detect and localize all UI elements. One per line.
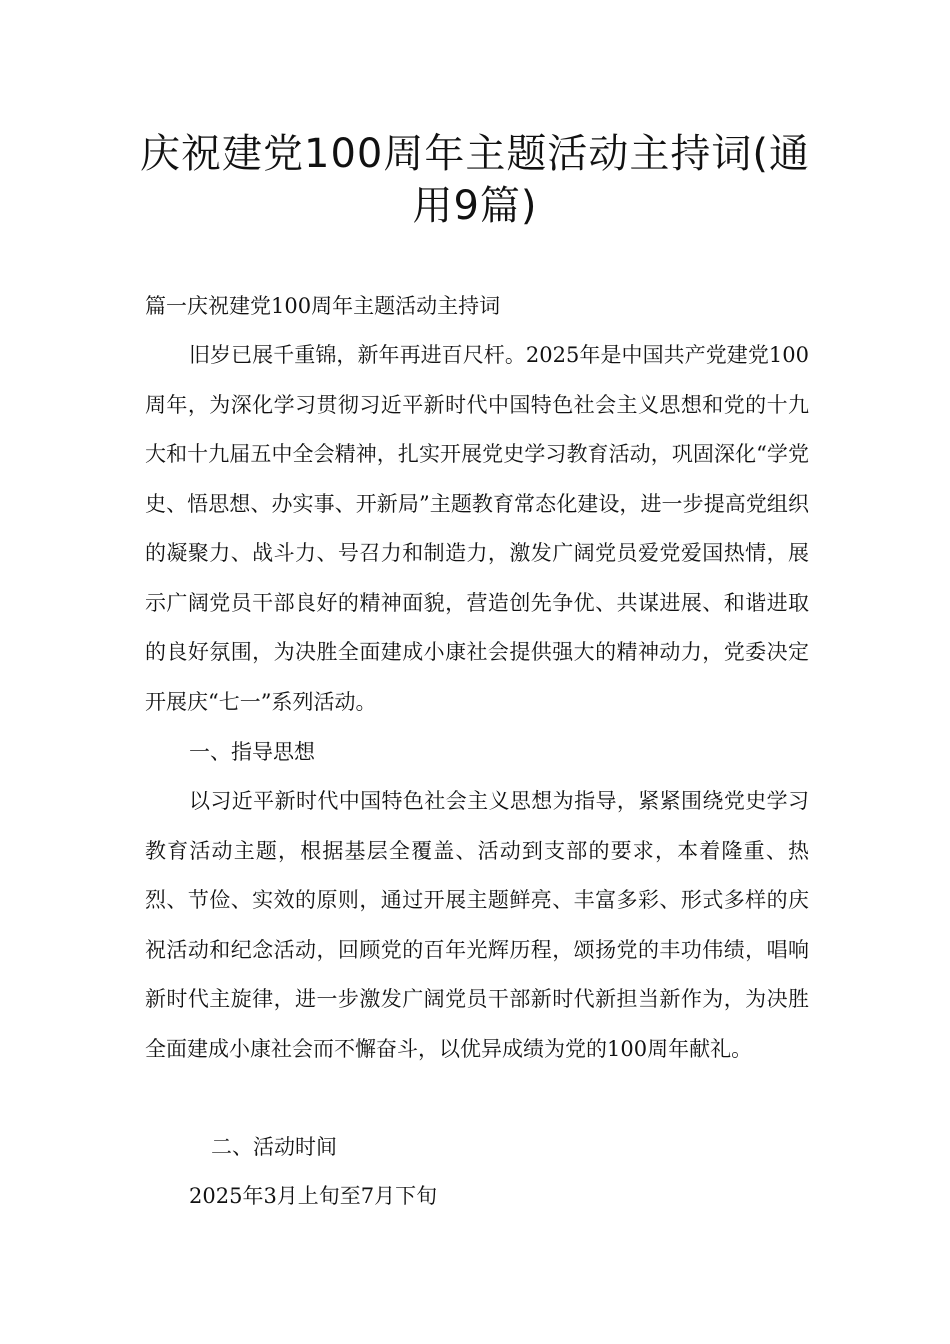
intro-paragraph: 旧岁已展千重锦，新年再进百尺杆。2025年是中国共产党建党100周年，为深化学习贯彻习近平新时代中国特色社会主义思想和党的十九大和十九届五中全会精神，扎实开展党史学习教育活动，巩固深化“学党史、悟思想、办实事、开新局”主题教育常态化建设，进一步提高党组织的凝聚力、战斗力、号召力和制造力，激发广阔党员爱党爱国热情，展示广阔党员干部良好的精神面貌，营造创先争优、共谋进展、和谐进取的良好氛围，为决胜全面建成小康社会提供强大的精神动力，党委决定开展庆“七一”系列活动。 [145,343,809,714]
document-title-line-2: 用9篇) [412,183,538,229]
guiding-ideology-paragraph: 以习近平新时代中国特色社会主义思想为指导，紧紧围绕党史学习教育活动主题，根据基层全覆盖、活动到支部的要求，本着隆重、热烈、节俭、实效的原则，通过开展主题鲜亮、丰富多彩、形式多样的庆祝活动和纪念活动，回顾党的百年光辉历程，颂扬党的丰功伟绩，唱响新时代主旋律，进一步激发广阔党员干部新时代新担当新作为，为决胜全面建成小康社会而不懈奋斗，以优异成绩为党的100周年献礼。 [145,789,809,1061]
document-title-line-1: 庆祝建党100周年主题活动主持词(通 [140,131,810,177]
heading-guiding-ideology: 一、指导思想 [189,740,315,764]
activity-date-range: 2025年3月上旬至7月下旬 [189,1184,438,1208]
document-title [120,128,830,232]
section-title: 篇一庆祝建党100周年主题活动主持词 [145,294,501,318]
heading-activity-time: 二、活动时间 [211,1135,337,1159]
